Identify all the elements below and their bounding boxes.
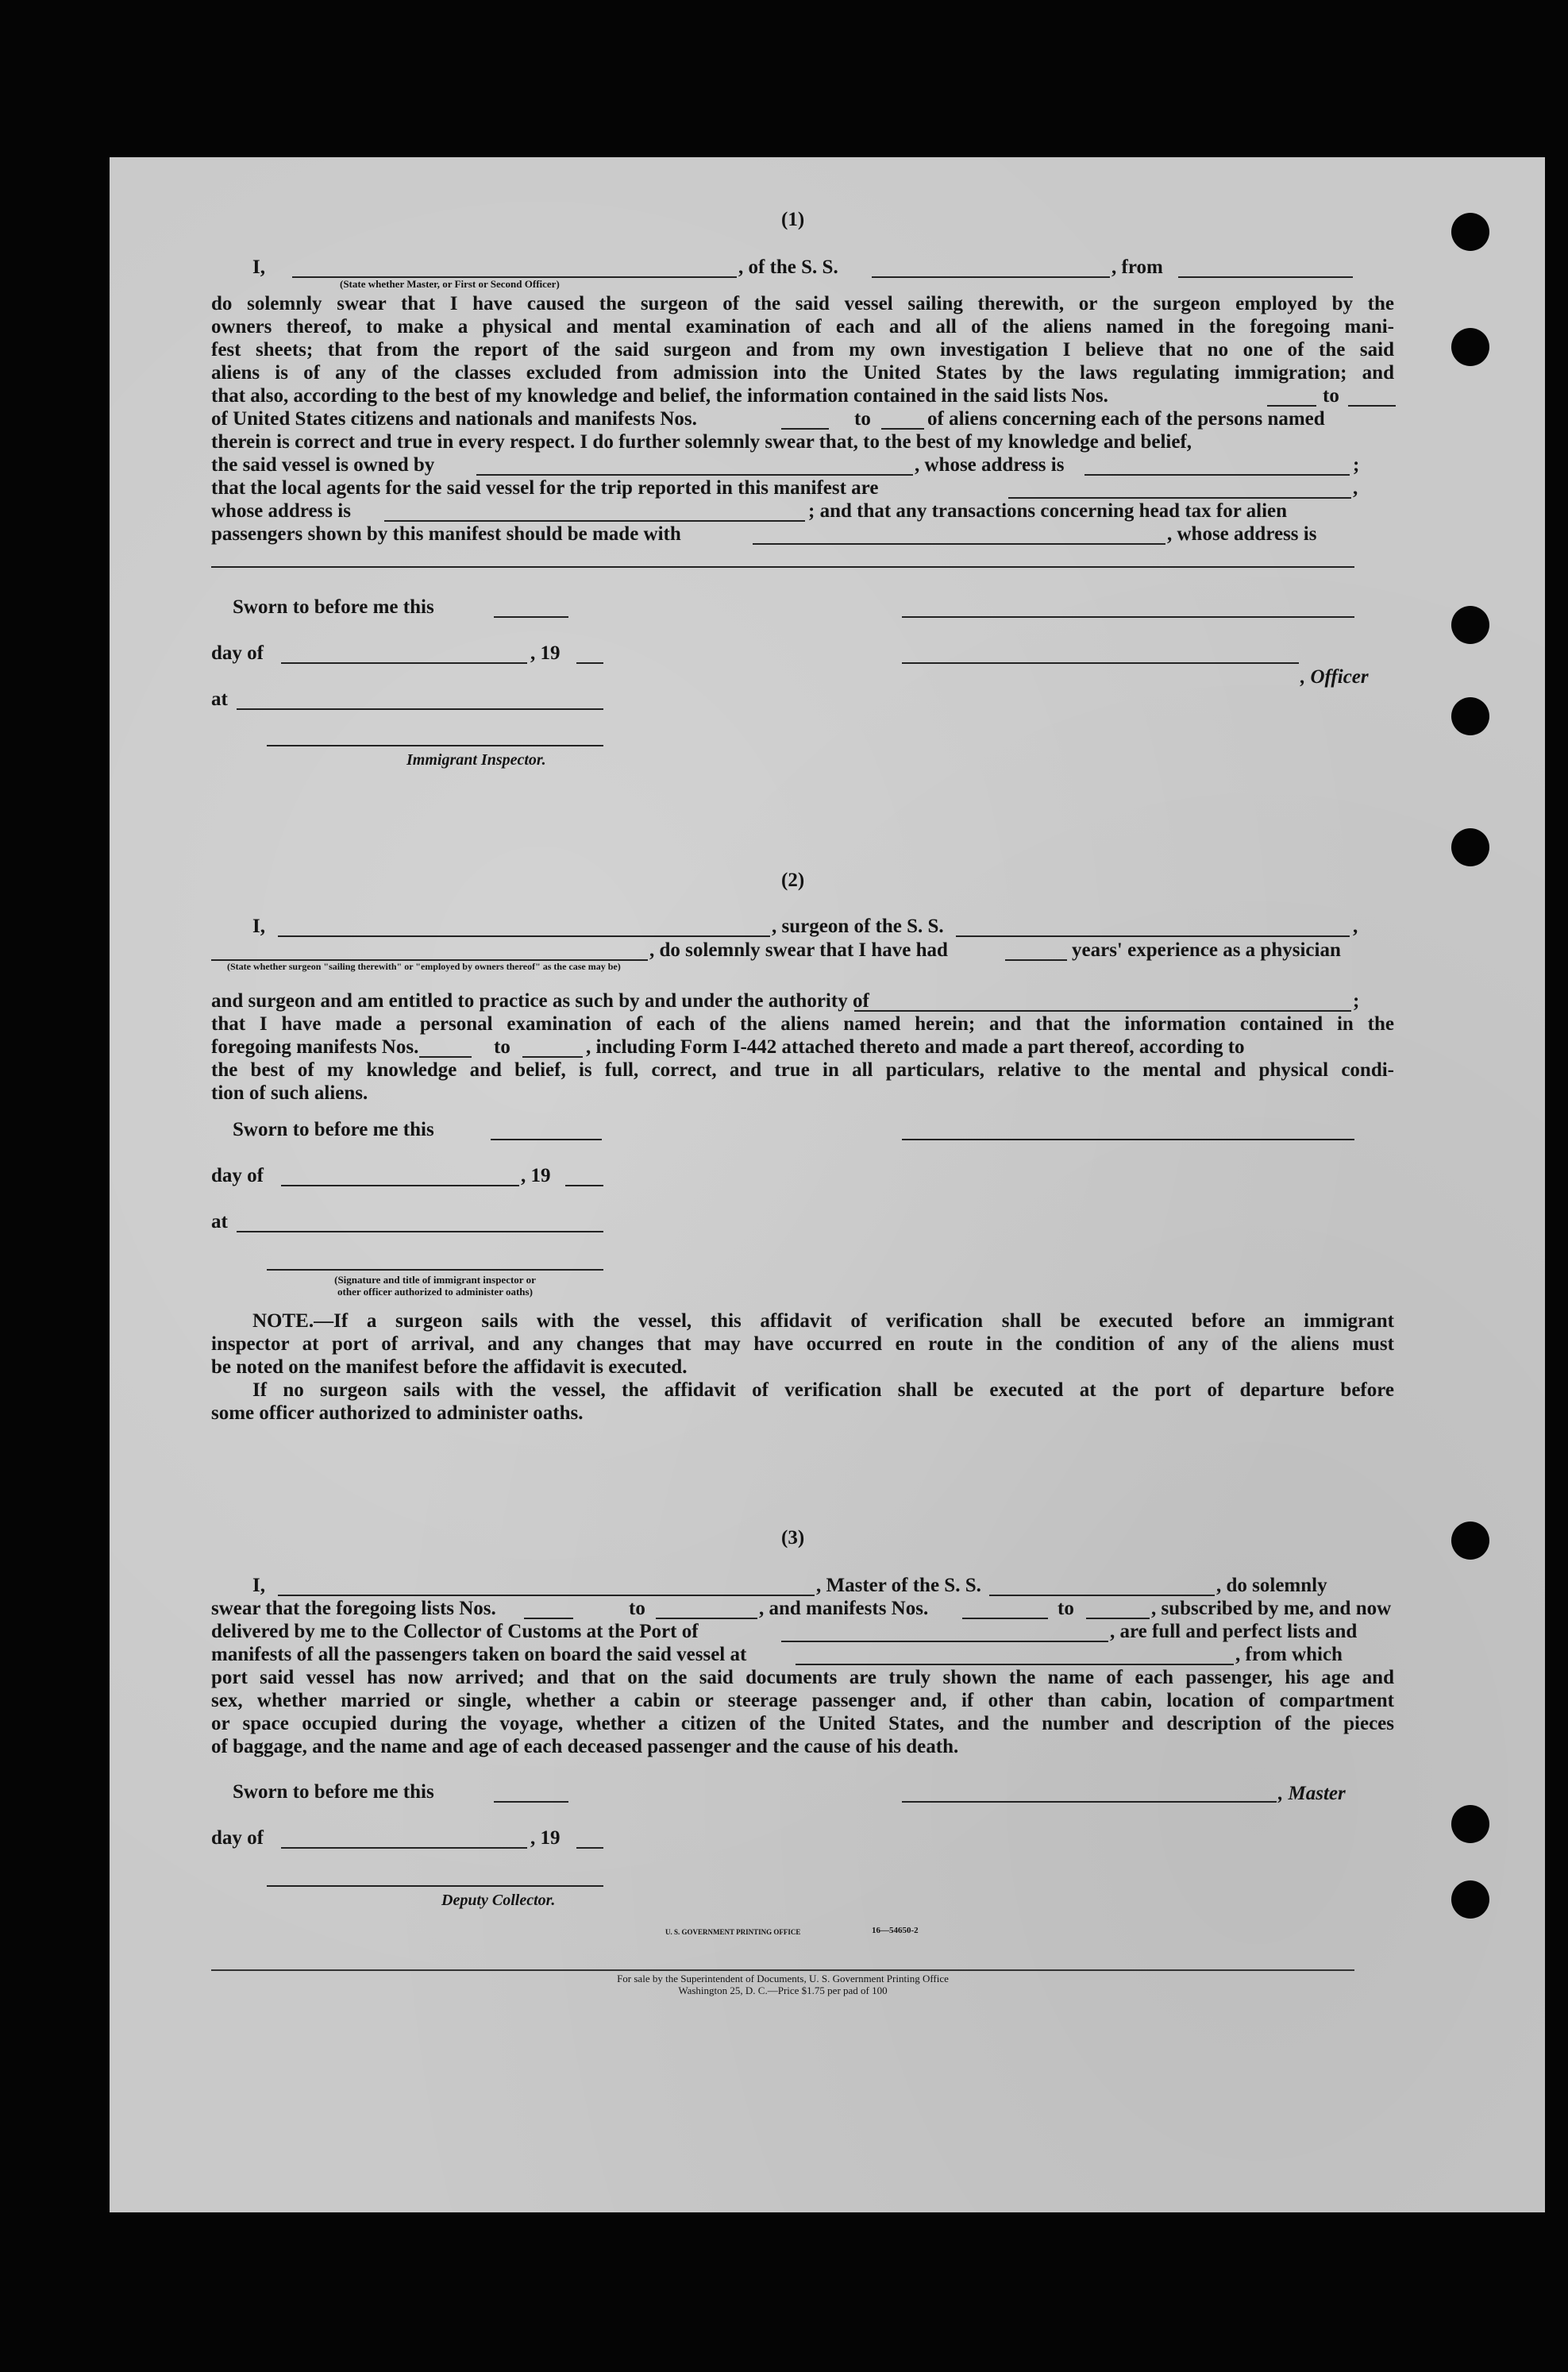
agents-address-field[interactable] <box>384 520 805 522</box>
whose-address-end-label: , whose address is <box>1167 523 1317 545</box>
comma: , <box>1353 916 1358 937</box>
punch-hole <box>1451 1880 1489 1919</box>
surgeon-status-caption: (State whether surgeon "sailing therewith" or "employed by owners thereof" as the case may be) <box>227 961 621 972</box>
aliens-text: of aliens concerning each of the persons named <box>927 408 1325 430</box>
section-2-body-end: the best of my knowledge and belief, is full, correct, and true in all particulars, relative to the mental and physical condi- tion of such aliens. <box>211 1059 1394 1104</box>
taken-on-board-text: manifests of all the passengers taken on board the said vessel at <box>211 1644 747 1665</box>
surgeon-name-field[interactable] <box>278 935 770 937</box>
sale-notice: For sale by the Superintendent of Documents, U. S. Government Printing Office Washington 25, D. C.—Price $1.75 per pad of 100 <box>617 1973 949 1996</box>
at-label-2: at <box>211 1211 228 1232</box>
lists-from-field[interactable] <box>1267 405 1316 407</box>
master-name-field[interactable] <box>278 1595 815 1596</box>
punch-hole <box>1451 1805 1489 1843</box>
agents-address-label: whose address is <box>211 500 351 522</box>
year-field-1[interactable] <box>576 662 603 664</box>
section-1-i-label: I, <box>252 256 265 278</box>
collector-port-field[interactable] <box>781 1641 1108 1642</box>
sworn-date-field-2[interactable] <box>491 1139 602 1140</box>
sworn-date-field-3[interactable] <box>494 1801 568 1803</box>
swear-text: , do solemnly swear that I have had <box>649 939 948 961</box>
master-manifests-to-field[interactable] <box>1086 1618 1150 1619</box>
lists-to-field[interactable] <box>1348 405 1396 407</box>
master-vessel-field[interactable] <box>989 1595 1215 1596</box>
sworn-date-field-1[interactable] <box>494 616 568 618</box>
day-of-field-3[interactable] <box>281 1847 527 1849</box>
whose-address-label: , whose address is <box>915 454 1065 476</box>
comma: , <box>1353 477 1358 499</box>
punch-hole <box>1451 828 1489 866</box>
including-text: , including Form I-442 attached thereto and made a part thereof, according to <box>586 1036 1245 1058</box>
signature-caption: (Signature and title of immigrant inspector or other officer authorized to administer oaths) <box>334 1274 536 1298</box>
inspector-signature-field-2[interactable] <box>267 1269 603 1271</box>
surgeon-manifests-to-field[interactable] <box>522 1056 583 1058</box>
deputy-collector-label: Deputy Collector. <box>441 1892 556 1909</box>
day-of-field-1[interactable] <box>281 662 527 664</box>
transactions-text: ; and that any transactions concerning head tax for alien <box>808 500 1288 522</box>
full-perfect-label: , are full and perfect lists and <box>1110 1621 1358 1642</box>
section-3-number: (3) <box>781 1527 805 1549</box>
section-2-number: (2) <box>781 870 805 891</box>
officer-signature-field[interactable] <box>902 616 1354 618</box>
day-of-label-1: day of <box>211 642 264 664</box>
years-experience-text: years' experience as a physician <box>1072 939 1341 961</box>
head-tax-text: passengers shown by this manifest should be made with <box>211 523 681 545</box>
to-label: to <box>1058 1598 1074 1619</box>
surgeon-vessel-field[interactable] <box>956 935 1350 937</box>
manifests-to-field[interactable] <box>881 428 924 430</box>
to-label: to <box>629 1598 645 1619</box>
year-label-3: , 19 <box>530 1827 561 1849</box>
embark-port-field[interactable] <box>796 1664 1234 1665</box>
day-of-label-3: day of <box>211 1827 264 1849</box>
to-label: to <box>494 1036 510 1058</box>
head-tax-address-field[interactable] <box>211 566 1354 568</box>
punch-hole <box>1451 328 1489 366</box>
sworn-label-1: Sworn to before me this <box>233 596 434 618</box>
owned-by-text: the said vessel is owned by <box>211 454 435 476</box>
master-label: , Master <box>1278 1783 1346 1804</box>
punch-hole <box>1451 213 1489 251</box>
local-agents-field[interactable] <box>1008 497 1351 499</box>
master-of-label: , Master of the S. S. <box>816 1575 981 1596</box>
correct-text: therein is correct and true in every respect. I do further solemnly swear that, to the best of my knowledge and belief, <box>211 431 1192 453</box>
master-lists-to-field[interactable] <box>656 1618 757 1619</box>
semicolon: ; <box>1353 454 1360 476</box>
immigrant-inspector-label: Immigrant Inspector. <box>406 751 546 769</box>
manifests-from-field[interactable] <box>781 428 829 430</box>
solemnly-label: , do solemnly <box>1216 1575 1327 1596</box>
lists-nos-text: that also, according to the best of my knowledge and belief, the information contained in the said lists Nos. <box>211 385 1108 407</box>
from-label: , from <box>1111 256 1163 278</box>
owner-address-field[interactable] <box>1085 474 1350 476</box>
sworn-label-2: Sworn to before me this <box>233 1119 434 1140</box>
officer-title-field[interactable] <box>902 662 1299 664</box>
section-3-body: port said vessel has now arrived; and that on the said documents are truly shown the name of each passenger, his age and sex, whether married or single, whether a cabin or steerage passenger and, if other than cabin, location of compartment or space occupied during the voyage, whether a citizen of the United States, and the number and description of the pieces of baggage, and the name and age of each deceased passenger and the cause of his death. <box>211 1667 1394 1757</box>
and-manifests-label: , and manifests Nos. <box>759 1598 929 1619</box>
section-3-i-label: I, <box>252 1575 265 1596</box>
year-label-2: , 19 <box>521 1165 551 1186</box>
vessel-name-field[interactable] <box>872 276 1110 278</box>
inspector-signature-field[interactable] <box>267 745 603 746</box>
surgeon-of-label: , surgeon of the S. S. <box>772 916 944 937</box>
year-field-3[interactable] <box>576 1847 603 1849</box>
local-agents-text: that the local agents for the said vessel for the trip reported in this manifest are <box>211 477 879 499</box>
form-code: 16—54650-2 <box>872 1926 919 1935</box>
section-1-body: do solemnly swear that I have caused the surgeon of the said vessel sailing therewith, or the surgeon employed by the owners thereof, to make a physical and mental examination of each and all of the aliens named in the foregoing mani- fest sheets; that from the report of the said surgeon and from my own investigation I believe that no one of the said aliens is of any of the classes excluded from admission into the United States by the laws regulating immigration; and <box>211 293 1394 384</box>
years-experience-field[interactable] <box>1005 959 1067 961</box>
owner-field[interactable] <box>476 474 913 476</box>
head-tax-party-field[interactable] <box>753 543 1165 545</box>
authority-text: and surgeon and am entitled to practice as such by and under the authority of <box>211 990 869 1012</box>
authority-field[interactable] <box>854 1010 1351 1012</box>
from-port-field[interactable] <box>1178 276 1353 278</box>
day-of-field-2[interactable] <box>281 1185 519 1186</box>
at-field-2[interactable] <box>237 1231 603 1232</box>
foregoing-manifests-text: foregoing manifests Nos. <box>211 1036 419 1058</box>
day-of-label-2: day of <box>211 1165 264 1186</box>
at-label-1: at <box>211 688 228 710</box>
manifests-nos-text: of United States citizens and nationals and manifests Nos. <box>211 408 697 430</box>
officer-rank-caption: (State whether Master, or First or Second Officer) <box>340 278 560 290</box>
surgeon-manifests-from-field[interactable] <box>419 1056 472 1058</box>
sworn-label-3: Sworn to before me this <box>233 1781 434 1803</box>
subscribed-label: , subscribed by me, and now <box>1151 1598 1392 1619</box>
manifest-affidavit-sheet <box>110 157 1545 2212</box>
collector-port-text: delivered by me to the Collector of Customs at the Port of <box>211 1621 699 1642</box>
master-manifests-from-field[interactable] <box>962 1618 1048 1619</box>
punch-hole <box>1451 697 1489 735</box>
master-signature-field[interactable] <box>902 1801 1277 1803</box>
year-label-1: , 19 <box>530 642 561 664</box>
gpo-imprint: U. S. GOVERNMENT PRINTING OFFICE <box>665 1928 801 1936</box>
surgeon-signature-field[interactable] <box>902 1139 1354 1140</box>
semicolon: ; <box>1353 990 1360 1012</box>
footer-rule <box>211 1969 1354 1971</box>
foregoing-lists-text: swear that the foregoing lists Nos. <box>211 1598 496 1619</box>
punch-hole <box>1451 606 1489 644</box>
note-text: NOTE.—If a surgeon sails with the vessel, this affidavit of verification shall be executed before an immigrant inspector at port of arrival, and any changes that may have occurred en route in the condition of any of the aliens must be noted on the manifest before the affidavit is executed. If no surgeon sails with the vessel, the affidavit of verification shall be executed at the port of departure before some officer authorized to administer oaths. <box>211 1310 1394 1424</box>
to-label: to <box>1323 385 1339 407</box>
section-1-number: (1) <box>781 209 805 230</box>
punch-hole <box>1451 1522 1489 1560</box>
collector-signature-field[interactable] <box>267 1885 603 1887</box>
at-field-1[interactable] <box>237 708 603 710</box>
section-2-i-label: I, <box>252 916 265 937</box>
from-which-label: , from which <box>1235 1644 1343 1665</box>
year-field-2[interactable] <box>565 1185 603 1186</box>
section-2-body: that I have made a personal examination of each of the aliens named herein; and that the information contained in the <box>211 1013 1394 1035</box>
master-lists-from-field[interactable] <box>524 1618 573 1619</box>
vessel-label: , of the S. S. <box>738 256 838 278</box>
officer-label: , Officer <box>1300 666 1369 688</box>
to-label: to <box>854 408 871 430</box>
